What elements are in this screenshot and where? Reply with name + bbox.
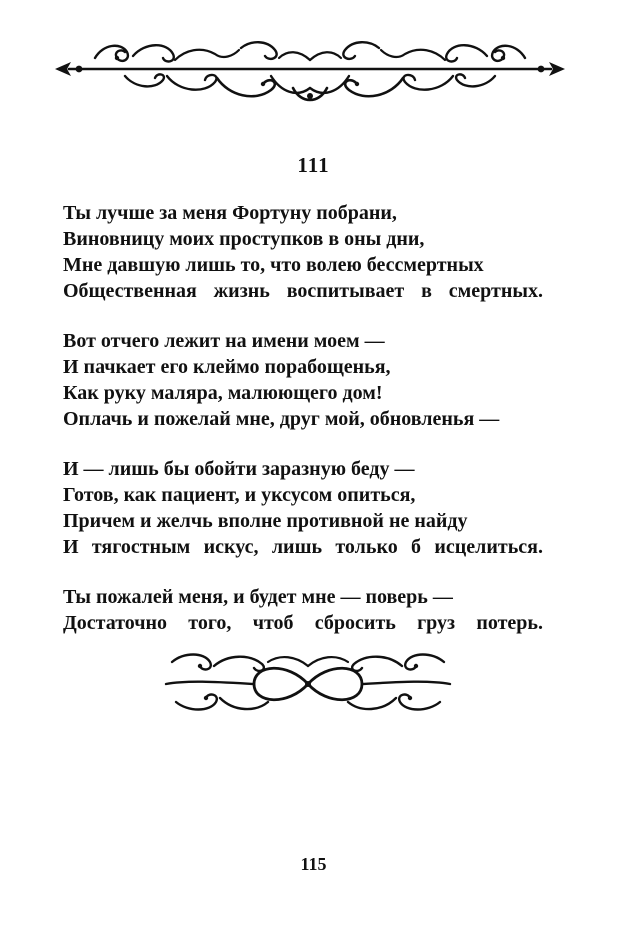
poem-line: Как руку маляра, малюющего дом! [63, 382, 383, 404]
poem-line: Ты лучше за меня Фортуну побрани, [63, 202, 397, 224]
poem-line: Вот отчего лежит на имени моем — [63, 330, 385, 352]
poem-line: Общественная жизнь воспитывает в смертных. [63, 280, 543, 302]
poem-line: И пачкает его клеймо порабощенья, [63, 356, 391, 378]
poem-line: Достаточно того, чтоб сбросить груз потерь. [63, 612, 543, 634]
poem [63, 200, 543, 660]
sonnet-number: 111 [297, 153, 330, 177]
stanza-1 [63, 200, 543, 304]
stanza-2 [63, 328, 543, 432]
poem-line: И тягостным искус, лишь только б исцелиться. [63, 536, 543, 558]
stanza-4 [63, 584, 543, 636]
decorative-scroll-icon [158, 650, 458, 716]
decorative-scroll-arrow-icon [55, 36, 565, 110]
poem-line: Оплачь и пожелай мне, друг мой, обновленья — [63, 408, 500, 430]
stanza-3 [63, 456, 543, 560]
poem-line: Готов, как пациент, и уксусом опиться, [63, 484, 416, 506]
poem-line: Мне давшую лишь то, что волею бессмертных [63, 254, 484, 276]
poem-line: И — лишь бы обойти заразную беду — [63, 458, 415, 480]
poem-line: Виновницу моих проступков в оны дни, [63, 228, 425, 250]
page-number: 115 [300, 854, 327, 874]
poem-line: Причем и желчь вполне противной не найду [63, 510, 468, 532]
poem-line: Ты пожалей меня, и будет мне — поверь — [63, 586, 453, 608]
